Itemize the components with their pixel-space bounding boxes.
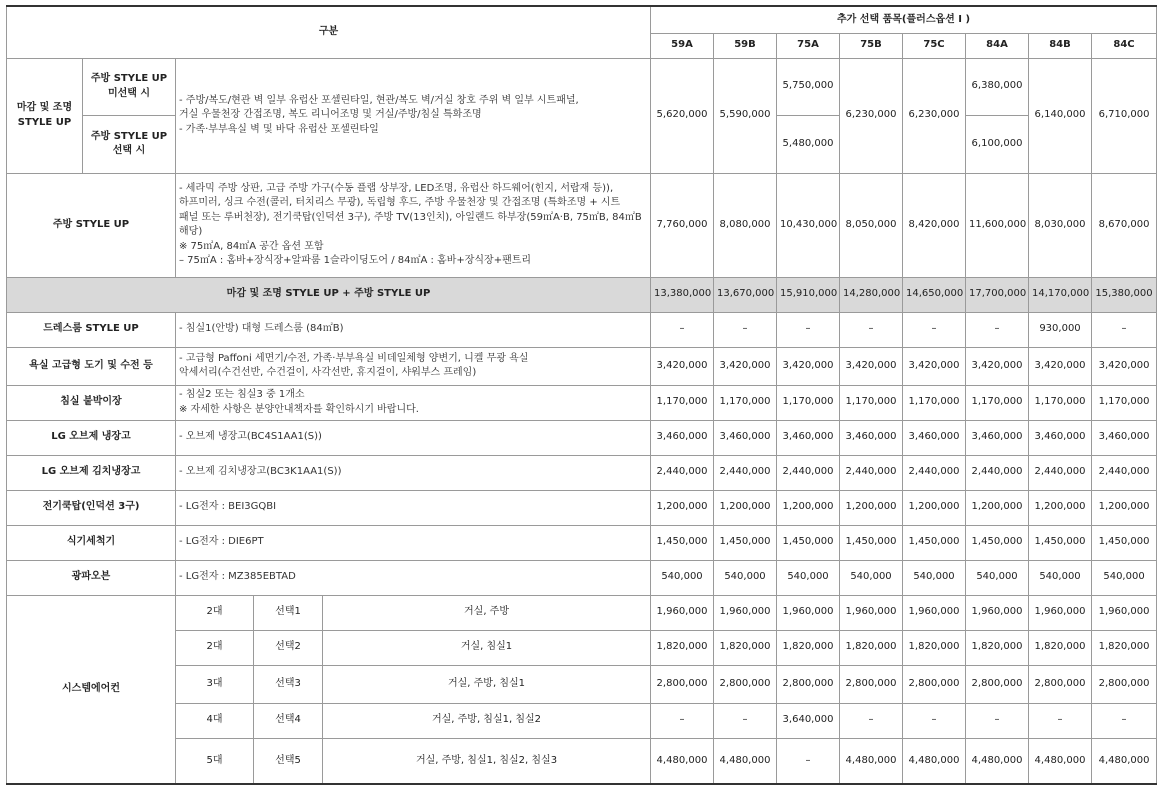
desc-line: - 주방/복도/현관 벽 일부 유럽산 포셀린타일, 현관/복도 벽/거실 창호 주위 벽 일부 시트패널, <box>179 94 579 106</box>
price-cell: 1,960,000 <box>1029 595 1092 630</box>
desc-line: - LG전자 : MZ385EBTAD <box>179 571 296 583</box>
price-cell: – <box>903 703 966 738</box>
desc-line: – 75㎡A : 홈바+장식장+알파룸 1슬라이딩도어 / 84㎡A : 홈바+장식장+팬트리 <box>179 255 532 266</box>
header-type: 75A <box>777 33 840 58</box>
header-type: 75C <box>903 33 966 58</box>
price-cell: 8,050,000 <box>840 173 903 277</box>
option-desc <box>176 455 651 490</box>
price-cell: 1,200,000 <box>840 490 903 525</box>
price-cell: 2,800,000 <box>777 665 840 703</box>
price-cell: 1,960,000 <box>840 595 903 630</box>
price-cell: 6,100,000 <box>966 115 1029 173</box>
ac-option: 선택3 <box>254 665 323 703</box>
header-type: 75B <box>840 33 903 58</box>
price-cell: 1,170,000 <box>840 385 903 420</box>
price-cell: 1,200,000 <box>966 490 1029 525</box>
finishing-desc <box>176 58 651 173</box>
ac-rooms: 거실, 침실1 <box>323 630 651 665</box>
price-cell: 1,820,000 <box>714 630 777 665</box>
price-cell: 1,170,000 <box>714 385 777 420</box>
price-cell: 3,460,000 <box>840 420 903 455</box>
price-cell: 14,170,000 <box>1029 277 1092 312</box>
ac-units: 2대 <box>176 595 254 630</box>
price-cell: 3,460,000 <box>651 420 714 455</box>
price-cell: 3,420,000 <box>777 347 840 385</box>
desc-line: 패널 또는 루버천장), 전기쿡탑(인덕션 3구), 주방 TV(13인치), 아일랜드 하부장(59㎡A·B, 75㎡B, 84㎡B <box>179 211 642 223</box>
price-cell: 540,000 <box>714 560 777 595</box>
price-cell: 2,440,000 <box>777 455 840 490</box>
option-label: 드레스룸 STYLE UP <box>7 312 176 347</box>
ac-units: 4대 <box>176 703 254 738</box>
option-desc <box>176 560 651 595</box>
system-ac-row <box>7 738 1157 784</box>
price-cell: – <box>840 312 903 347</box>
price-cell: 5,480,000 <box>777 115 840 173</box>
combo-label: 마감 및 조명 STYLE UP + 주방 STYLE UP <box>7 277 651 312</box>
option-row <box>7 385 1157 420</box>
price-cell: 1,820,000 <box>777 630 840 665</box>
kitchen-row <box>7 173 1157 277</box>
price-cell: 8,080,000 <box>714 173 777 277</box>
price-cell: 4,480,000 <box>840 738 903 784</box>
header-row-1 <box>7 6 1157 33</box>
price-cell: 8,420,000 <box>903 173 966 277</box>
option-row <box>7 560 1157 595</box>
ac-rooms: 거실, 주방 <box>323 595 651 630</box>
price-cell: 3,460,000 <box>1092 420 1157 455</box>
desc-line: 거실 우물천장 간접조명, 복도 리니어조명 및 거실/주방/침실 특화조명 <box>179 109 482 121</box>
price-cell: 6,230,000 <box>840 58 903 173</box>
price-cell: 2,440,000 <box>966 455 1029 490</box>
price-cell: 1,170,000 <box>1029 385 1092 420</box>
option-row <box>7 347 1157 385</box>
price-cell: 3,460,000 <box>714 420 777 455</box>
combo-row <box>7 277 1157 312</box>
price-cell: 1,820,000 <box>966 630 1029 665</box>
price-cell: 14,650,000 <box>903 277 966 312</box>
price-cell: 1,200,000 <box>903 490 966 525</box>
price-cell: 1,200,000 <box>651 490 714 525</box>
finishing-label: 마감 및 조명 STYLE UP <box>7 58 83 173</box>
price-cell: 1,820,000 <box>651 630 714 665</box>
price-cell: 540,000 <box>1029 560 1092 595</box>
price-cell: 1,960,000 <box>1092 595 1157 630</box>
ac-rooms: 거실, 주방, 침실1, 침실2, 침실3 <box>323 738 651 784</box>
price-cell: 1,960,000 <box>966 595 1029 630</box>
header-type: 59A <box>651 33 714 58</box>
price-cell: – <box>1092 312 1157 347</box>
header-type: 84C <box>1092 33 1157 58</box>
price-cell: 3,420,000 <box>1092 347 1157 385</box>
price-cell: 2,800,000 <box>651 665 714 703</box>
price-cell: 13,670,000 <box>714 277 777 312</box>
price-cell: 10,430,000 <box>777 173 840 277</box>
desc-line: - 오브제 냉장고(BC4S1AA1(S)) <box>179 431 322 443</box>
price-cell: – <box>966 312 1029 347</box>
price-cell: 15,380,000 <box>1092 277 1157 312</box>
price-cell: 1,820,000 <box>1092 630 1157 665</box>
price-cell: 2,440,000 <box>903 455 966 490</box>
price-cell: 540,000 <box>651 560 714 595</box>
price-cell: 1,820,000 <box>840 630 903 665</box>
ac-units: 5대 <box>176 738 254 784</box>
desc-line: - 고급형 Paffoni 세면기/수전, 가족·부부욕실 비데일체형 양변기, 니켈 무광 욕실 <box>179 352 529 364</box>
price-cell: 1,170,000 <box>903 385 966 420</box>
price-cell: 540,000 <box>777 560 840 595</box>
price-cell: – <box>840 703 903 738</box>
price-cell: 2,800,000 <box>966 665 1029 703</box>
option-label: 욕실 고급형 도기 및 수전 등 <box>7 347 176 385</box>
price-cell: 3,460,000 <box>1029 420 1092 455</box>
price-cell: – <box>966 703 1029 738</box>
option-row <box>7 490 1157 525</box>
price-cell: 2,440,000 <box>1092 455 1157 490</box>
price-cell: 1,200,000 <box>714 490 777 525</box>
price-cell: 4,480,000 <box>903 738 966 784</box>
price-cell: – <box>903 312 966 347</box>
price-cell: 930,000 <box>1029 312 1092 347</box>
header-category: 구분 <box>7 6 651 58</box>
price-cell: 2,800,000 <box>903 665 966 703</box>
price-cell: 1,170,000 <box>777 385 840 420</box>
price-cell: – <box>651 703 714 738</box>
option-desc <box>176 312 651 347</box>
price-cell: 5,750,000 <box>777 58 840 115</box>
price-cell: 1,960,000 <box>714 595 777 630</box>
price-cell: 1,820,000 <box>1029 630 1092 665</box>
price-cell: 3,420,000 <box>903 347 966 385</box>
price-cell: 3,460,000 <box>777 420 840 455</box>
price-cell: 540,000 <box>966 560 1029 595</box>
desc-line: - 침실2 또는 침실3 중 1개소 <box>179 389 305 400</box>
price-cell: 1,200,000 <box>1092 490 1157 525</box>
desc-line: 하프미러, 싱크 수전(콜러, 터치리스 무광), 독립형 후드, 주방 우물천장 및 간접조명 (특화조명 + 시트 <box>179 197 621 208</box>
desc-line: ※ 자세한 사항은 분양안내책자를 확인하시기 바랍니다. <box>179 403 419 415</box>
price-cell: 4,480,000 <box>651 738 714 784</box>
price-cell: – <box>1092 703 1157 738</box>
price-cell: – <box>777 312 840 347</box>
price-cell: 4,480,000 <box>1092 738 1157 784</box>
price-cell: 1,450,000 <box>777 525 840 560</box>
option-row <box>7 420 1157 455</box>
option-label: LG 오브제 냉장고 <box>7 420 176 455</box>
option-label: 전기쿡탑(인덕션 3구) <box>7 490 176 525</box>
ac-units: 3대 <box>176 665 254 703</box>
desc-line: - LG전자 : DIE6PT <box>179 536 264 548</box>
option-row <box>7 455 1157 490</box>
price-cell: 17,700,000 <box>966 277 1029 312</box>
price-cell: 11,600,000 <box>966 173 1029 277</box>
price-cell: 1,960,000 <box>651 595 714 630</box>
finishing-sub-unselected: 주방 STYLE UP 미선택 시 <box>83 58 176 115</box>
price-cell: 2,440,000 <box>840 455 903 490</box>
price-cell: 3,420,000 <box>714 347 777 385</box>
price-cell: 3,420,000 <box>1029 347 1092 385</box>
system-ac-row <box>7 630 1157 665</box>
ac-option: 선택1 <box>254 595 323 630</box>
ac-option: 선택5 <box>254 738 323 784</box>
kitchen-desc <box>176 173 651 277</box>
option-desc <box>176 420 651 455</box>
price-cell: 3,420,000 <box>966 347 1029 385</box>
price-cell: 1,450,000 <box>1029 525 1092 560</box>
system-ac-row <box>7 703 1157 738</box>
price-cell: 4,480,000 <box>966 738 1029 784</box>
option-label: 식기세척기 <box>7 525 176 560</box>
desc-line: - LG전자 : BEI3GQBI <box>179 501 277 513</box>
price-cell: 1,170,000 <box>1092 385 1157 420</box>
price-cell: 1,200,000 <box>777 490 840 525</box>
desc-line: ※ 75㎡A, 84㎡A 공간 옵션 포함 <box>179 240 324 252</box>
price-cell: 2,800,000 <box>1092 665 1157 703</box>
price-cell: 2,800,000 <box>1029 665 1092 703</box>
ac-option: 선택2 <box>254 630 323 665</box>
price-cell: 13,380,000 <box>651 277 714 312</box>
table-body <box>7 6 1157 784</box>
finishing-sub-selected: 주방 STYLE UP 선택 시 <box>83 115 176 173</box>
price-cell: 6,710,000 <box>1092 58 1157 173</box>
desc-line: 악세서리(수건선반, 수건걸이, 사각선반, 휴지걸이, 샤워부스 프레임) <box>179 367 477 378</box>
desc-line: - 오브제 김치냉장고(BC3K1AA1(S)) <box>179 466 342 478</box>
price-cell: 2,800,000 <box>714 665 777 703</box>
price-cell: 540,000 <box>1092 560 1157 595</box>
price-cell: 5,590,000 <box>714 58 777 173</box>
header-type: 84B <box>1029 33 1092 58</box>
price-cell: 2,440,000 <box>1029 455 1092 490</box>
price-cell: 3,420,000 <box>840 347 903 385</box>
price-cell: 7,760,000 <box>651 173 714 277</box>
price-cell: 3,460,000 <box>903 420 966 455</box>
price-cell: 3,420,000 <box>651 347 714 385</box>
option-label: 침실 붙박이장 <box>7 385 176 420</box>
price-cell: 4,480,000 <box>1029 738 1092 784</box>
kitchen-label: 주방 STYLE UP <box>7 173 176 277</box>
ac-rooms: 거실, 주방, 침실1, 침실2 <box>323 703 651 738</box>
desc-line: - 세라믹 주방 상판, 고급 주방 가구(수동 플랩 상부장, LED조명, 유럽산 하드웨어(힌지, 서랍재 등)), <box>179 182 614 194</box>
option-desc <box>176 385 651 420</box>
price-cell: – <box>1029 703 1092 738</box>
price-cell: 3,640,000 <box>777 703 840 738</box>
price-cell: 1,960,000 <box>903 595 966 630</box>
option-label: 광파오븐 <box>7 560 176 595</box>
price-cell: 14,280,000 <box>840 277 903 312</box>
price-cell: 1,450,000 <box>1092 525 1157 560</box>
option-price-table <box>6 5 1157 785</box>
price-cell: 1,450,000 <box>840 525 903 560</box>
option-label: LG 오브제 김치냉장고 <box>7 455 176 490</box>
price-cell: 1,450,000 <box>903 525 966 560</box>
ac-rooms: 거실, 주방, 침실1 <box>323 665 651 703</box>
price-cell: 8,030,000 <box>1029 173 1092 277</box>
system-ac-row <box>7 595 1157 630</box>
price-cell: 1,170,000 <box>966 385 1029 420</box>
system-ac-row <box>7 665 1157 703</box>
desc-line: - 가족·부부욕실 벽 및 바닥 유럽산 포셀린타일 <box>179 123 379 135</box>
price-cell: 1,450,000 <box>651 525 714 560</box>
header-type: 59B <box>714 33 777 58</box>
price-cell: 1,450,000 <box>714 525 777 560</box>
desc-line: 해당) <box>179 226 203 237</box>
price-cell: – <box>777 738 840 784</box>
ac-option: 선택4 <box>254 703 323 738</box>
finishing-row-1 <box>7 58 1157 115</box>
price-cell: 15,910,000 <box>777 277 840 312</box>
option-row <box>7 312 1157 347</box>
price-cell: 2,440,000 <box>714 455 777 490</box>
price-cell: 2,440,000 <box>651 455 714 490</box>
option-row <box>7 525 1157 560</box>
desc-line: - 침실1(안방) 대형 드레스룸 (84㎡B) <box>179 323 344 335</box>
price-cell: 6,380,000 <box>966 58 1029 115</box>
price-cell: 6,230,000 <box>903 58 966 173</box>
price-cell: 6,140,000 <box>1029 58 1092 173</box>
option-desc <box>176 347 651 385</box>
price-cell: – <box>714 312 777 347</box>
ac-units: 2대 <box>176 630 254 665</box>
price-cell: 540,000 <box>903 560 966 595</box>
price-cell: – <box>714 703 777 738</box>
price-cell: 2,800,000 <box>840 665 903 703</box>
option-desc <box>176 490 651 525</box>
price-cell: 8,670,000 <box>1092 173 1157 277</box>
price-cell: 1,200,000 <box>1029 490 1092 525</box>
price-cell: 1,820,000 <box>903 630 966 665</box>
price-cell: 5,620,000 <box>651 58 714 173</box>
header-type: 84A <box>966 33 1029 58</box>
option-desc <box>176 525 651 560</box>
system-ac-label: 시스템에어컨 <box>7 595 176 784</box>
price-cell: 1,960,000 <box>777 595 840 630</box>
price-cell: 1,170,000 <box>651 385 714 420</box>
header-group: 추가 선택 품목(플러스옵션 I ) <box>651 6 1157 33</box>
price-cell: 3,460,000 <box>966 420 1029 455</box>
price-cell: 4,480,000 <box>714 738 777 784</box>
price-cell: – <box>651 312 714 347</box>
price-cell: 540,000 <box>840 560 903 595</box>
price-cell: 1,450,000 <box>966 525 1029 560</box>
